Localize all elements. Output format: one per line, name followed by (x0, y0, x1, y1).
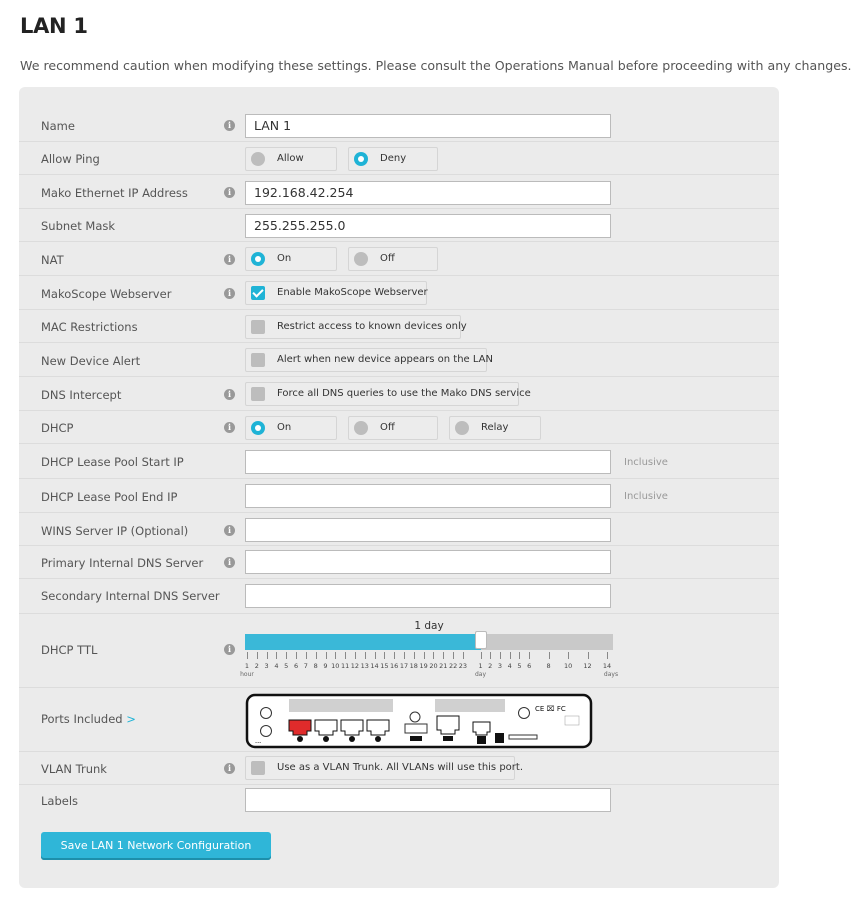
slider-tick (394, 652, 395, 659)
certification-marks-icon: CE ⌧ FC (535, 705, 566, 713)
lease-start-input[interactable] (245, 450, 611, 474)
lease-end-input[interactable] (245, 484, 611, 508)
port-group-bar (289, 699, 393, 712)
info-icon[interactable]: i (224, 254, 235, 265)
checkbox-icon (251, 353, 265, 367)
ttl-slider-fill (245, 634, 481, 650)
row-lease-end (19, 479, 779, 513)
slider-tick-label: 10 (331, 662, 340, 670)
row-ip-address (19, 175, 779, 209)
inclusive-label: Inclusive (624, 491, 668, 502)
row-mac-restrictions (19, 310, 779, 343)
lease-start-label: DHCP Lease Pool Start IP (41, 455, 184, 469)
slider-tick (335, 652, 336, 659)
option-label: Allow (277, 153, 304, 164)
slider-tick (267, 652, 268, 659)
row-dns-intercept (19, 377, 779, 411)
name-label: Name (41, 119, 75, 133)
row-lease-start (19, 444, 779, 479)
row-labels (19, 785, 779, 819)
checkbox-icon (251, 320, 265, 334)
slider-tick (404, 652, 405, 659)
antenna-connector-icon (519, 708, 530, 719)
slider-tick-label: 21 (439, 662, 448, 670)
slider-tick (500, 652, 501, 659)
row-name (19, 108, 779, 142)
slider-tick (490, 652, 491, 659)
slider-tick (519, 652, 520, 659)
ip-address-input[interactable]: 192.168.42.254 (245, 181, 611, 205)
slider-tick (433, 652, 434, 659)
slider-tick-label: 23 (458, 662, 468, 670)
slider-tick-label: 4 (507, 662, 512, 670)
radio-icon (251, 421, 265, 435)
subnet-mask-label: Subnet Mask (41, 219, 116, 233)
slider-tick (529, 652, 530, 659)
slider-tick-label: 6 (293, 662, 299, 670)
slider-tick (568, 652, 569, 659)
info-icon[interactable]: i (224, 120, 235, 131)
led-icon (261, 708, 272, 719)
slider-tick (424, 652, 425, 659)
slider-tick-label: 20 (429, 662, 438, 670)
slider-tick-label: 1 (244, 662, 250, 670)
slider-tick (326, 652, 327, 659)
ttl-ticks (245, 652, 613, 660)
slider-unit-label: day (474, 671, 487, 678)
slider-tick-label: 6 (527, 662, 532, 670)
dhcp-off-option[interactable] (348, 416, 438, 440)
usb-port-icon (405, 724, 427, 733)
usb-label-icon (410, 736, 422, 741)
ip-address-label: Mako Ethernet IP Address (41, 186, 188, 200)
row-makoscope (19, 276, 779, 310)
slider-unit-label: days (603, 671, 619, 678)
slider-tick (414, 652, 415, 659)
slider-tick-label: 19 (419, 662, 428, 670)
slider-tick (443, 652, 444, 659)
slider-tick-label: 5 (517, 662, 522, 670)
slider-tick (463, 652, 464, 659)
slider-tick-label: 1 (478, 662, 483, 670)
slider-tick (481, 652, 482, 659)
row-subnet-mask (19, 209, 779, 242)
secondary-dns-input[interactable] (245, 584, 611, 608)
port-group-bar (435, 699, 505, 712)
row-vlan-trunk (19, 752, 779, 785)
slider-tick-label: 11 (340, 662, 350, 670)
checkbox-icon (251, 761, 265, 775)
slider-tick-label: 8 (546, 662, 551, 670)
new-device-alert-label: New Device Alert (41, 354, 141, 368)
inclusive-label: Inclusive (624, 457, 668, 468)
checkbox-icon (251, 387, 265, 401)
slider-tick-label: 12 (350, 662, 360, 670)
info-icon[interactable]: i (224, 422, 235, 433)
dns-intercept-label: DNS Intercept (41, 388, 122, 402)
power-text-icon: ••• (255, 741, 262, 745)
settings-panel (19, 87, 779, 888)
slider-tick-label: 16 (390, 662, 399, 670)
option-label: On (277, 422, 292, 433)
slider-tick (296, 652, 297, 659)
info-icon[interactable]: i (224, 525, 235, 536)
allow-ping-deny-option[interactable] (348, 147, 438, 171)
wins-input[interactable] (245, 518, 611, 542)
wins-label: WINS Server IP (Optional) (41, 524, 189, 538)
mac-restrictions-checkbox[interactable] (245, 315, 467, 339)
row-allow-ping (19, 142, 779, 175)
info-icon[interactable]: i (224, 763, 235, 774)
slider-tick-label: 12 (583, 662, 592, 670)
chevron-right-icon: > (126, 712, 136, 726)
ttl-slider-handle[interactable] (475, 631, 487, 649)
radio-icon (251, 252, 265, 266)
nat-off-option[interactable] (348, 247, 438, 271)
slider-tick-label: 2 (488, 662, 493, 670)
option-label: Deny (380, 153, 407, 164)
subnet-mask-input[interactable]: 255.255.255.0 (245, 214, 611, 238)
slider-unit-label: hour (240, 671, 254, 678)
router-ports-diagram (245, 692, 597, 750)
slider-tick-label: 22 (448, 662, 458, 670)
slider-tick (375, 652, 376, 659)
slider-tick-label: 9 (323, 662, 328, 670)
vlan-trunk-checkbox[interactable] (245, 756, 524, 780)
dhcp-relay-option[interactable] (449, 416, 541, 440)
allow-ping-label: Allow Ping (41, 152, 100, 166)
slider-tick (247, 652, 248, 659)
nat-on-option[interactable] (245, 247, 337, 271)
reset-button-icon (410, 712, 420, 722)
labels-input[interactable] (245, 788, 611, 812)
ttl-value-label: 1 day (414, 620, 444, 632)
info-icon[interactable]: i (224, 187, 235, 198)
slider-tick (384, 652, 385, 659)
vlan-trunk-label: VLAN Trunk (41, 762, 107, 776)
slider-tick-label: 14 (370, 662, 379, 670)
labels-label: Labels (41, 794, 79, 808)
radio-icon (354, 152, 368, 166)
slider-tick (306, 652, 307, 659)
slider-tick (549, 652, 550, 659)
slider-tick (286, 652, 287, 659)
name-input[interactable]: LAN 1 (245, 114, 611, 138)
ports-label-text: Ports Included (41, 712, 123, 726)
led-icon (261, 726, 272, 737)
dns-intercept-checkbox[interactable] (245, 382, 531, 406)
slider-tick (365, 652, 366, 659)
option-label: Off (380, 253, 395, 264)
checkbox-label: Force all DNS queries to use the Mako DNS service (277, 388, 531, 399)
ttl-slider[interactable] (245, 634, 613, 650)
primary-dns-input[interactable] (245, 550, 611, 574)
slider-tick (510, 652, 511, 659)
dhcp-label: DHCP (41, 421, 74, 435)
slider-tick-label: 14 (602, 662, 612, 670)
makoscope-checkbox[interactable] (245, 281, 427, 305)
label-sticker-icon (565, 716, 579, 725)
slider-tick-label: 5 (284, 662, 289, 670)
radio-icon (354, 252, 368, 266)
dhcp-on-option[interactable] (245, 416, 337, 440)
checkbox-label: Use as a VLAN Trunk. All VLANs will use this port. (277, 762, 524, 773)
ports-label[interactable] (41, 712, 136, 726)
row-wins (19, 513, 779, 546)
slider-tick (355, 652, 356, 659)
option-label: Off (380, 422, 395, 433)
slider-tick-label: 15 (380, 662, 389, 670)
slider-tick-label: 3 (497, 662, 503, 670)
slider-tick-label: 3 (264, 662, 269, 670)
slider-tick (453, 652, 454, 659)
slider-tick-label: 18 (409, 662, 418, 670)
slider-tick-label: 4 (274, 662, 279, 670)
row-secondary-dns (19, 579, 779, 614)
sim-slot-icon (495, 733, 504, 743)
page-title: LAN 1 (20, 14, 88, 38)
caution-text: We recommend caution when modifying these settings. Please consult the Operations Manual before proceeding with any changes. (20, 58, 852, 73)
lease-end-label: DHCP Lease Pool End IP (41, 490, 178, 504)
primary-dns-label: Primary Internal DNS Server (41, 556, 204, 570)
checkbox-icon (251, 286, 265, 300)
slider-tick (607, 652, 608, 659)
slider-tick-label: 13 (360, 662, 369, 670)
slider-tick (257, 652, 258, 659)
dhcp-ttl-label: DHCP TTL (41, 643, 98, 657)
mac-restrictions-label: MAC Restrictions (41, 320, 138, 334)
slider-tick-label: 2 (254, 662, 259, 670)
info-icon[interactable]: i (224, 389, 235, 400)
antenna-slot-icon (509, 735, 537, 739)
row-dhcp-ttl (19, 614, 779, 688)
option-label: Relay (481, 422, 509, 433)
save-button[interactable]: Save LAN 1 Network Configuration (41, 832, 271, 860)
checkbox-label: Alert when new device appears on the LAN (277, 354, 493, 365)
row-nat (19, 242, 779, 276)
info-icon[interactable]: i (224, 557, 235, 568)
row-ports (19, 688, 779, 752)
option-label: On (277, 253, 292, 264)
nat-label: NAT (41, 253, 64, 267)
secondary-dns-label: Secondary Internal DNS Server (41, 589, 220, 603)
radio-icon (455, 421, 469, 435)
slider-tick (588, 652, 589, 659)
slider-tick-label: 8 (313, 662, 318, 670)
makoscope-label: MakoScope Webserver (41, 287, 172, 301)
row-dhcp (19, 411, 779, 444)
slider-tick-label: 7 (303, 662, 308, 670)
checkbox-label: Restrict access to known devices only (277, 321, 467, 332)
info-icon[interactable]: i (224, 644, 235, 655)
slider-tick (276, 652, 277, 659)
row-new-device-alert (19, 343, 779, 377)
slider-tick (316, 652, 317, 659)
new-device-alert-checkbox[interactable] (245, 348, 493, 372)
radio-icon (354, 421, 368, 435)
row-primary-dns (19, 546, 779, 579)
info-icon[interactable]: i (224, 288, 235, 299)
slider-tick (345, 652, 346, 659)
allow-ping-allow-option[interactable] (245, 147, 337, 171)
checkbox-label: Enable MakoScope Webserver (277, 287, 428, 298)
slider-tick-label: 10 (563, 662, 573, 670)
slider-tick-label: 17 (399, 662, 409, 670)
radio-icon (251, 152, 265, 166)
